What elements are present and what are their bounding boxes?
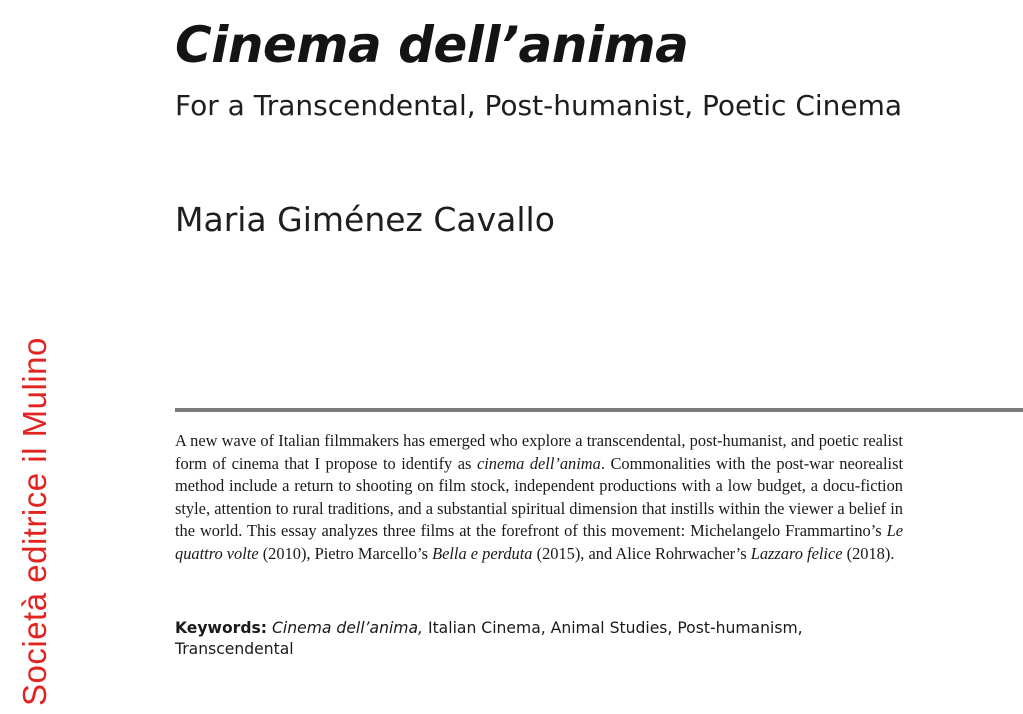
section-divider bbox=[175, 408, 1023, 412]
publisher-stamp: Società editrice il Mulino bbox=[16, 337, 53, 706]
film-title: Lazzaro felice bbox=[750, 543, 843, 563]
abstract-term: cinema dell’anima bbox=[476, 453, 601, 473]
abstract-text: (2018). bbox=[842, 543, 895, 563]
abstract-text: A new wave of Italian filmmakers has emerged who explore a transcendental, post-humanist, and poetic realist form of cinema that I propose to identify as bbox=[175, 431, 903, 473]
article-subtitle: For a Transcendental, Post-humanist, Poetic Cinema bbox=[175, 89, 903, 122]
film-title: Bella e perduta bbox=[432, 543, 533, 563]
film-title: Le quattro volte bbox=[175, 521, 903, 563]
keywords-label: Keywords: bbox=[175, 619, 268, 637]
abstract-text: (2010), Pietro Marcello’s bbox=[258, 543, 433, 563]
abstract-paragraph bbox=[175, 430, 903, 566]
author-name: Maria Giménez Cavallo bbox=[175, 200, 555, 239]
abstract-text: . Commonalities with the post-war neorealist method include a return to shooting on film stock, independent productions with a low budget, a docu-fiction style, attention to rural traditions, and a substantial spiritual dimension that instills within the viewer a belief in the world. This essay analyzes three films at the forefront of this movement: Michelangelo Frammartino’s bbox=[175, 453, 903, 541]
keywords-line bbox=[175, 618, 915, 660]
keywords-list: Italian Cinema, Animal Studies, Post-humanism, Transcendental bbox=[175, 619, 803, 658]
keyword-term: Cinema dell’anima, bbox=[272, 619, 424, 637]
abstract-text: (2015), and Alice Rohrwacher’s bbox=[532, 543, 751, 563]
article-title: Cinema dell’anima bbox=[175, 16, 689, 74]
